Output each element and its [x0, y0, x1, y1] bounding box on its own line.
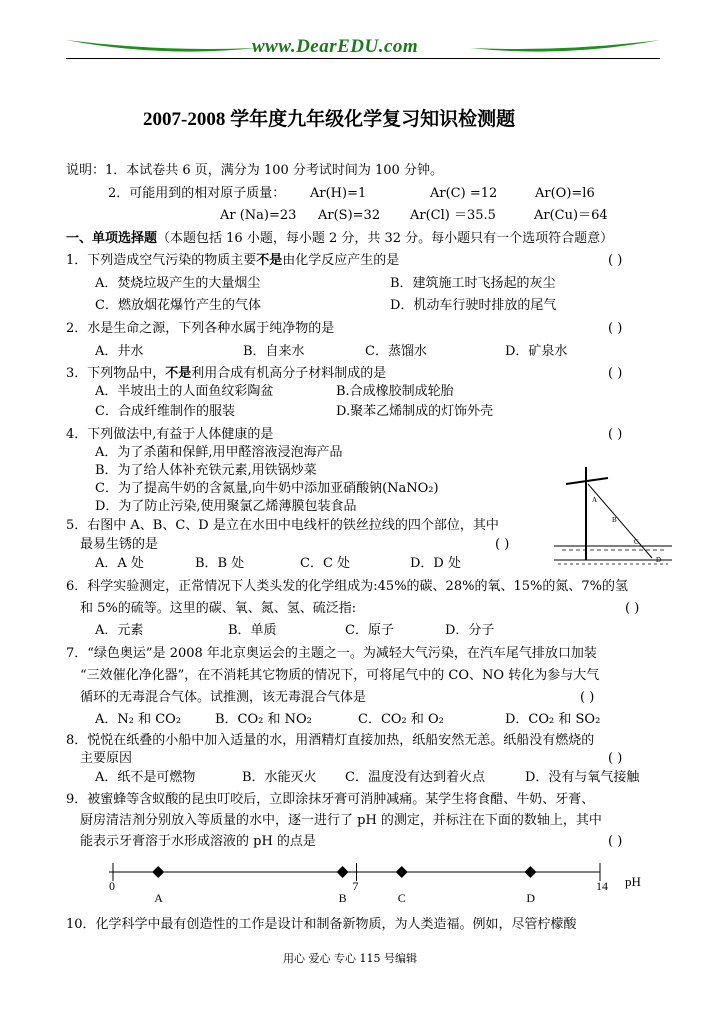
q8-option-c[interactable]: C．温度没有达到着火点: [345, 770, 485, 785]
q2-blank[interactable]: ( ): [608, 321, 623, 336]
ph-tick-label: 0: [109, 879, 115, 893]
q1-stem: [66, 253, 399, 269]
ph-point-label: A: [154, 891, 163, 905]
q4-option-c[interactable]: C．为了提高牛奶的含氮量,向牛奶中添加亚硝酸钠(NaNO₂): [95, 481, 439, 496]
q1-option-d[interactable]: D．机动车行驶时排放的尾气: [390, 298, 557, 313]
ph-point-label: D: [526, 891, 536, 905]
q7-option-d[interactable]: D．CO₂ 和 SO₂: [505, 712, 601, 727]
ph-point-a: [152, 866, 164, 878]
q9-blank[interactable]: ( ): [608, 834, 623, 849]
section1-heading: [66, 231, 613, 247]
q2-option-b[interactable]: B．自来水: [243, 344, 305, 359]
q8-stem-line1: 8．悦悦在纸叠的小船中加入适量的水，用酒精灯直接加热，纸船安然无恙。纸船没有燃烧的: [66, 733, 595, 748]
header-rule: [66, 58, 660, 59]
q5-option-a[interactable]: A．A 处: [95, 556, 144, 571]
q3-emphasis: 不是: [165, 366, 192, 381]
mass-na: Ar (Na)=23: [220, 208, 297, 223]
q7-option-a[interactable]: A．N₂ 和 CO₂: [95, 712, 182, 727]
q6-option-a[interactable]: A．元素: [95, 623, 144, 638]
q3-option-c[interactable]: C．合成纤维制作的服装: [95, 404, 235, 419]
q5-stem-line2: 最易生锈的是: [80, 537, 159, 552]
fig-label-c: C: [634, 538, 639, 546]
q3-blank[interactable]: ( ): [608, 366, 623, 381]
fig-label-d: D: [656, 556, 662, 564]
q8-option-d[interactable]: D．没有与氧气接触: [525, 770, 640, 785]
q3-stem: [66, 366, 386, 382]
q9-stem-line2: 厨房清洁剂分别放入等质量的水中，逐一进行了 pH 的测定，并标注在下面的数轴上，其中: [80, 813, 602, 828]
q3-option-a[interactable]: A．半坡出土的人面鱼纹彩陶盆: [95, 384, 274, 399]
mass-s: Ar(S)=32: [318, 208, 381, 223]
q3-stem-a: 3．下列物品中，: [66, 366, 166, 381]
q4-option-d[interactable]: D．为了防止污染,使用聚氯乙烯薄膜包装食品: [95, 499, 357, 514]
q7-stem-line1: 7．“绿色奥运”是 2008 年北京奥运会的主题之一。为减轻大气污染，在汽车尾气排放口加装: [66, 646, 597, 661]
q7-option-c[interactable]: C．CO₂ 和 O₂: [358, 712, 444, 727]
q8-option-a[interactable]: A．纸不是可燃物: [95, 770, 196, 785]
fig-label-a: A: [592, 496, 598, 504]
header-swoosh-left: [66, 36, 256, 58]
q2-option-c[interactable]: C．蒸馏水: [365, 344, 427, 359]
q1-option-c[interactable]: C．燃放烟花爆竹产生的气体: [95, 298, 261, 313]
q4-blank[interactable]: ( ): [608, 427, 623, 442]
ph-tick-label: 14: [596, 879, 608, 893]
page-footer: 用心 爱心 专心 115 号编辑: [283, 952, 417, 965]
ph-point-label: B: [338, 891, 347, 905]
q7-stem-line2: “三效催化净化器”，在不消耗其它物质的情况下，可将尾气中的 CO、NO 转化为参与大气: [80, 668, 600, 683]
q5-option-b[interactable]: B．B 处: [195, 556, 245, 571]
q2-option-a[interactable]: A．井水: [95, 344, 144, 359]
section1-desc: （本题包括 16 小题，每小题 2 分，共 32 分。每小题只有一个选项符合题意）: [157, 231, 614, 246]
header-swoosh-right: [470, 36, 660, 58]
ph-point-d: [524, 866, 536, 878]
q1-stem-c: 由化学反应产生的是: [282, 253, 400, 268]
q5-option-d[interactable]: D．D 处: [410, 556, 461, 571]
fig-label-b: B: [612, 516, 617, 524]
mass-o: Ar(O)=l6: [535, 186, 595, 201]
ph-point-c: [396, 866, 408, 878]
q4-option-a[interactable]: A．为了杀菌和保鲜,用甲醛溶液浸泡海产品: [95, 445, 343, 460]
page-title: 2007-2008 学年度九年级化学复习知识检测题: [143, 109, 516, 130]
mass-cu: Ar(Cu)＝64: [534, 208, 608, 223]
q3-option-d[interactable]: D.聚苯乙烯制成的灯饰外壳: [336, 404, 494, 419]
q4-stem: 4．下列做法中,有益于人体健康的是: [66, 427, 274, 442]
q5-pole-figure: [548, 462, 678, 572]
q6-stem-line1: 6．科学实验测定，正常情况下人类头发的化学组成为:45%的碳、28%的氧、15%的氮、7%的氢: [66, 579, 628, 594]
q1-option-a[interactable]: A．焚烧垃圾产生的大量烟尘: [95, 276, 261, 291]
q9-stem-line1: 9．被蜜蜂等含蚁酸的昆虫叮咬后，立即涂抹牙膏可消肿减痛。某学生将食醋、牛奶、牙膏、: [66, 792, 595, 807]
q8-blank[interactable]: ( ): [608, 751, 623, 766]
q1-blank[interactable]: ( ): [608, 253, 623, 268]
ph-tick-label: 7: [352, 879, 359, 893]
q2-stem: 2．水是生命之源，下列各种水属于纯净物的是: [66, 321, 335, 336]
instructions-line1: 说明：1．本试卷共 6 页，满分为 100 分考试时间为 100 分钟。: [66, 163, 443, 178]
q2-option-d[interactable]: D．矿泉水: [505, 344, 568, 359]
q6-option-d[interactable]: D．分子: [445, 623, 495, 638]
section1-title: 一、单项选择题: [66, 231, 158, 246]
q9-stem-line3: 能表示牙膏溶于水形成溶液的 pH 的点是: [80, 834, 316, 849]
q1-stem-a: 1．下列造成空气污染的物质主要: [66, 253, 257, 268]
ph-point-label: C: [397, 891, 406, 905]
ph-point-b: [337, 866, 349, 878]
mass-cl: Ar(Cl) ＝35.5: [410, 208, 496, 223]
q4-option-b[interactable]: B．为了给人体补充铁元素,用铁锅炒菜: [95, 463, 317, 478]
q10-stem-line1: 10．化学科学中最有创造性的工作是设计和制备新物质，为人类造福。例如，尽管柠檬酸: [66, 917, 577, 932]
q5-option-c[interactable]: C．C 处: [300, 556, 351, 571]
q7-stem-line3: 循环的无毒混合气体。试推测，该无毒混合气体是: [80, 690, 367, 705]
q6-option-b[interactable]: B．单质: [228, 623, 277, 638]
instructions-line2-label: 2．可能用到的相对原子质量：: [108, 186, 286, 201]
q6-blank[interactable]: ( ): [625, 601, 640, 616]
q8-stem-line2: 主要原因: [80, 751, 133, 766]
q3-stem-c: 利用合成有机高分子材料制成的是: [191, 366, 387, 381]
site-brand: www.DearEDU.com: [252, 36, 419, 57]
q1-option-b[interactable]: B．建筑施工时飞扬起的灰尘: [390, 276, 556, 291]
mass-c: Ar(C) =12: [430, 186, 498, 201]
q1-emphasis: 不是: [256, 253, 283, 268]
q5-blank[interactable]: ( ): [495, 537, 510, 552]
guy-wire: [588, 484, 652, 558]
q7-option-b[interactable]: B．CO₂ 和 NO₂: [215, 712, 312, 727]
q8-option-b[interactable]: B．水能灭火: [242, 770, 317, 785]
ph-unit-label: pH: [625, 874, 641, 889]
q6-option-c[interactable]: C．原子: [345, 623, 394, 638]
ph-number-line: [95, 856, 715, 908]
q6-stem-line2: 和 5%的硫等。这里的碳、氧、氮、氢、硫泛指:: [80, 601, 357, 616]
mass-h: Ar(H)=1: [310, 186, 367, 201]
q5-stem-line1: 5．右图中 A、B、C、D 是立在水田中电线杆的铁丝拉线的四个部位，其中: [66, 518, 499, 533]
q7-blank[interactable]: ( ): [580, 690, 595, 705]
q3-option-b[interactable]: B.合成橡胶制成轮胎: [336, 384, 454, 399]
